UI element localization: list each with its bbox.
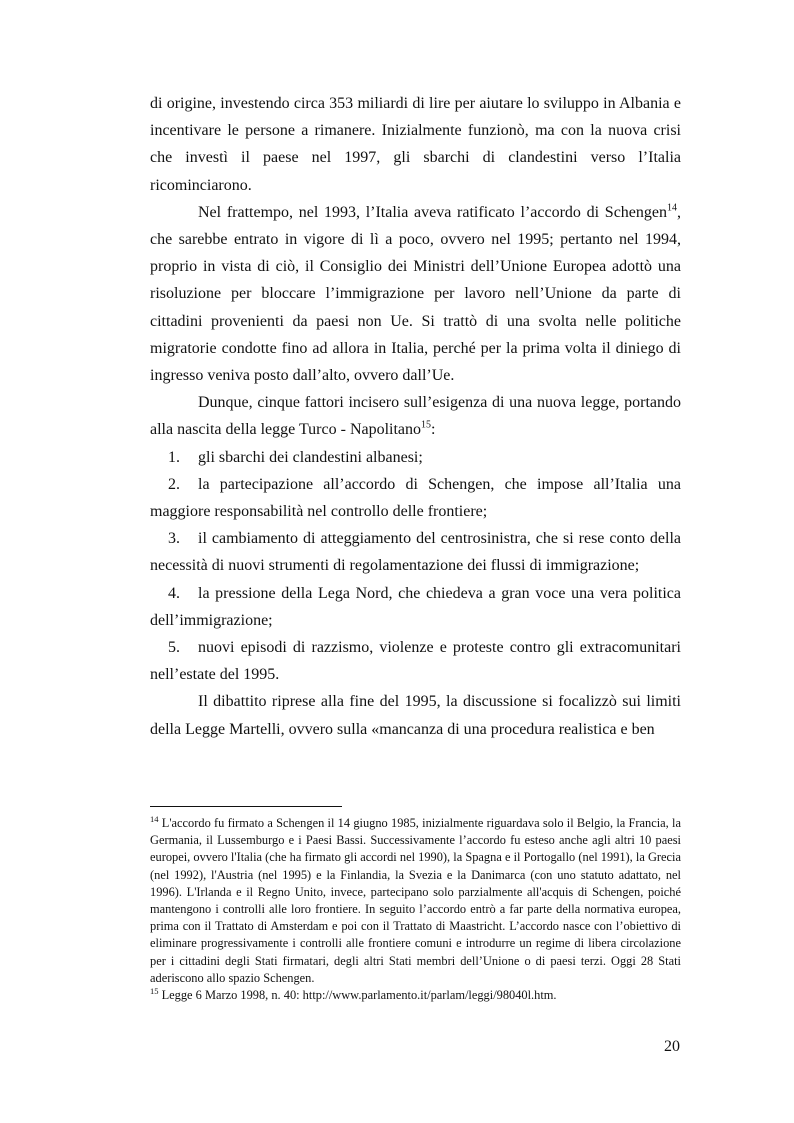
list-item xyxy=(150,444,681,471)
list-item-text: la pressione della Lega Nord, che chiedeva a gran voce una vera politica dell’immigrazione; xyxy=(150,584,681,629)
footnote-text: L'accordo fu firmato a Schengen il 14 giugno 1985, inizialmente riguardava solo il Belgio, la Francia, la Germania, il Lussemburgo e i Paesi Bassi. Successivamente l’accordo fu esteso anche agli altri 10 paesi europei, ovvero l'Italia (che ha firmato gli accordi nel 1990), la Spagna e il Portogallo (nel 1991), la Grecia (nel 1992), l'Austria (nel 1995) e la Finlandia, la Svezia e la Danimarca (con uno statuto adattato, nel 1996). L'Irlanda e il Regno Unito, invece, partecipano solo parzialmente all'acquis di Schengen, poiché mantengono i controlli alle loro frontiere. In seguito l’accordo entrò a far parte della normativa europea, prima con il Trattato di Amsterdam e poi con il Trattato di Maastricht. L’accordo nasce con l’obiettivo di eliminare progressivamente i controlli alle frontiere comuni e introdurre un regime di libera circolazione per i cittadini degli Stati firmatari, degli altri Stati membri dell’Unione o di paesi terzi. Oggi 28 Stati aderiscono allo spazio Schengen. xyxy=(150,816,681,985)
footnote-number: 15 xyxy=(150,985,159,996)
list-item-number: 2. xyxy=(168,475,180,493)
paragraph-3-text-a: Dunque, cinque fattori incisero sull’esigenza di una nuova legge, portando alla nascita della legge Turco - Napolitano xyxy=(150,394,681,439)
paragraph-1: di origine, investendo circa 353 miliardi di lire per aiutare lo sviluppo in Albania e incentivare le persone a rimanere. Inizialmente funzionò, ma con la nuova crisi che investì il paese nel 1997, gli sbarchi di clandestini verso l’Italia ricominciarono. xyxy=(150,95,681,194)
list-item-text: nuovi episodi di razzismo, violenze e proteste contro gli extracomunitari nell’estate del 1995. xyxy=(150,639,681,684)
footnote-ref-14[interactable]: 14 xyxy=(667,202,677,214)
paragraph-3 xyxy=(150,389,681,443)
paragraph-3-text-b: : xyxy=(431,421,436,439)
footnote-15 xyxy=(150,987,681,1004)
page-number: 20 xyxy=(664,1038,680,1055)
list-item-number: 1. xyxy=(168,448,180,466)
footnote-ref-15[interactable]: 15 xyxy=(421,420,432,432)
list-item xyxy=(150,580,681,634)
body-text xyxy=(150,90,681,743)
paragraph-2-text-a: Nel frattempo, nel 1993, l’Italia aveva ratificato l’accordo di Schengen xyxy=(198,203,667,221)
list-item-number: 5. xyxy=(168,639,180,657)
footnote-text: Legge 6 Marzo 1998, n. 40: http://www.parlamento.it/parlam/leggi/98040l.htm. xyxy=(158,988,557,1003)
footnote-number: 14 xyxy=(150,813,159,824)
paragraph-4: Il dibattito riprese alla fine del 1995, la discussione si focalizzò sui limiti della Legge Martelli, ovvero sulla «mancanza di una procedura realistica e ben xyxy=(150,693,681,738)
list-item-text: il cambiamento di atteggiamento del centrosinistra, che si rese conto della necessità di nuovi strumenti di regolamentazione dei flussi di immigrazione; xyxy=(150,530,681,575)
list-item-text: gli sbarchi dei clandestini albanesi; xyxy=(198,448,423,466)
list-item-number: 3. xyxy=(168,530,180,548)
footnote-14 xyxy=(150,815,681,987)
list-item-text: la partecipazione all’accordo di Schengen, che impose all’Italia una maggiore responsabilità nel controllo delle frontiere; xyxy=(150,475,681,521)
list-item xyxy=(150,471,681,525)
paragraph-2 xyxy=(150,199,681,389)
list-item xyxy=(150,634,681,688)
paragraph-2-text-b: , che sarebbe entrato in vigore di lì a poco, ovvero nel 1995; pertanto nel 1994, proprio in vista di ciò, il Consiglio dei Ministri dell’Unione Europea adottò una risoluzione per bloccare l’immigrazione per lavoro nell’Unione da parte di cittadini provenienti da paesi non Ue. Si trattò di una svolta nelle politiche migratorie condotte fino ad allora in Italia, perché per la prima volta il diniego di ingresso veniva posto dall’alto, ovvero dall’Ue. xyxy=(150,203,681,385)
footnote-divider xyxy=(150,806,342,807)
footnotes xyxy=(150,815,681,1004)
list-item xyxy=(150,525,681,579)
list-item-number: 4. xyxy=(168,584,180,602)
